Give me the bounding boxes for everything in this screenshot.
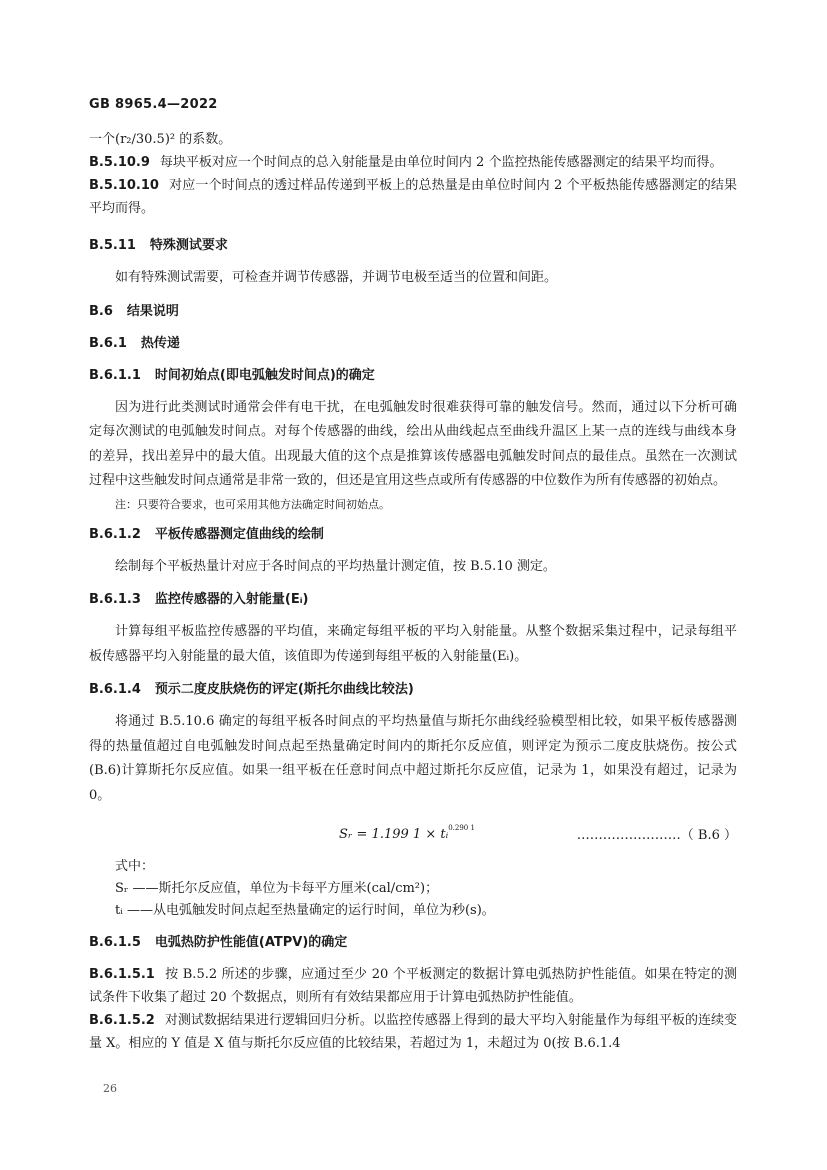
clause-b6152 (89, 1009, 737, 1055)
heading-b5-11 (89, 234, 737, 257)
formula-number: ……………………（ B.6 ） (576, 828, 737, 843)
heading-title: 热传递 (140, 335, 180, 351)
heading-title: 结果说明 (126, 303, 179, 319)
formula-expression (339, 824, 475, 842)
clause-number: B.6.1.5.2 (89, 1013, 155, 1028)
heading-b6 (89, 300, 737, 323)
clause-b51010 (89, 174, 737, 220)
heading-title: 平板传感器测定值曲线的绘制 (154, 526, 324, 542)
heading-title: 监控传感器的入射能量(Eᵢ) (154, 592, 309, 607)
heading-number: B.6.1.4 (89, 682, 141, 697)
heading-b613 (89, 588, 737, 611)
variable-definition: tᵢ ——从电弧触发时间点起至热量确定的运行时间，单位为秒(s)。 (115, 903, 495, 918)
heading-number: B.6.1.1 (89, 367, 141, 383)
clause-text: 按 B.5.2 所述的步骤，应通过至少 20 个平板测定的数据计算电弧热防护性能值。如果在特定的测试条件下收集了超过 20 个数据点，则所有有效结果都应用于计算电弧热防护性能值。 (89, 967, 737, 1005)
heading-number: B.6 (89, 303, 113, 319)
clause-text: 对应一个时间点的透过样品传递到平板上的总热量是由单位时间内 2 个平板热能传感器测定的结果平均而得。 (89, 178, 737, 216)
heading-title: 电弧热防护性能值(ATPV)的确定 (154, 935, 348, 950)
standard-header: GB 8965.4—2022 (89, 97, 218, 112)
paragraph: 计算每组平板监控传感器的平均值，来确定每组平板的平均入射能量。从整个数据采集过程中，记录每组平板传感器平均入射能量的最大值，该值即为传递到每组平板的入射能量(Eᵢ)。 (89, 624, 737, 664)
heading-title: 时间初始点(即电弧触发时间点)的确定 (154, 367, 375, 383)
heading-b612 (89, 523, 737, 546)
continuation-text: 一个(r₂/30.5)² 的系数。 (89, 132, 232, 147)
clause-number: B.6.1.5.1 (89, 967, 155, 982)
heading-b611 (89, 364, 737, 387)
document-body (89, 128, 737, 1055)
clause-number: B.5.10.10 (89, 178, 159, 193)
variable-definition: Sᵣ ——斯托尔反应值，单位为卡每平方厘米(cal/cm²)； (115, 881, 439, 896)
formula-main: Sᵣ = 1.199 1 × tᵢ (339, 827, 449, 842)
clause-text: 每块平板对应一个时间点的总入射能量是由单位时间内 2 个监控热能传感器测定的结果平均而得。 (159, 155, 723, 170)
paragraph: 将通过 B.5.10.6 确定的每组平板各时间点的平均热量值与斯托尔曲线经验模型相比较，如果平板传感器测得的热量值超过自电弧触发时间点起至热量确定时间内的斯托尔反应值，则评定为预示二度皮肤烧伤。按公式(B.6)计算斯托尔反应值。如果一组平板在任意时间点中超过斯托尔反应值，记录为 1，如果没有超过，记录为 0。 (89, 714, 737, 803)
formula-b6 (89, 820, 737, 850)
heading-b61 (89, 332, 737, 355)
heading-number: B.6.1.5 (89, 935, 141, 950)
paragraph: 绘制每个平板热量计对应于各时间点的平均热量计测定值，按 B.5.10 测定。 (115, 558, 556, 574)
heading-b614 (89, 678, 737, 701)
paragraph: 如有特殊测试需要，可检查并调节传感器，并调节电极至适当的位置和间距。 (115, 270, 558, 285)
paragraph: 因为进行此类测试时通常会伴有电干扰，在电弧触发时很难获得可靠的触发信号。然而，通过以下分析可确定每次测试的电弧触发时间点。对每个传感器的曲线，绘出从曲线起点至曲线升温区上某一点的连线与曲线本身的差异，找出差异中的最大值。出现最大值的这个点是推算该传感器电弧触发时间点的最佳点。虽然在一次测试过程中这些触发时间点通常是非常一致的，但还是宜用这些点或所有传感器的中位数作为所有传感器的初始点。 (89, 399, 737, 488)
clause-b6151 (89, 963, 737, 1009)
clause-b5109 (89, 151, 737, 174)
clause-number: B.5.10.9 (89, 155, 150, 170)
heading-b615 (89, 931, 737, 954)
heading-number: B.5.11 (89, 238, 136, 253)
heading-number: B.6.1.2 (89, 526, 141, 542)
clause-text: 对测试数据结果进行逻辑回归分析。以监控传感器上得到的最大平均入射能量作为每组平板的连续变量 X。相应的 Y 值是 X 值与斯托尔反应值的比较结果，若超过为 1，未超过为 0(按 B.6.1.4 (89, 1013, 737, 1051)
note: 注：只要符合要求，也可采用其他方法确定时间初始点。 (115, 497, 390, 511)
where-label: 式中： (115, 859, 155, 874)
heading-title: 特殊测试要求 (149, 238, 228, 253)
heading-number: B.6.1.3 (89, 592, 141, 607)
formula-exponent: 0.290 1 (448, 824, 475, 832)
page-number: 26 (103, 1082, 117, 1095)
heading-title: 预示二度皮肤烧伤的评定(斯托尔曲线比较法) (154, 682, 414, 697)
heading-number: B.6.1 (89, 335, 127, 351)
